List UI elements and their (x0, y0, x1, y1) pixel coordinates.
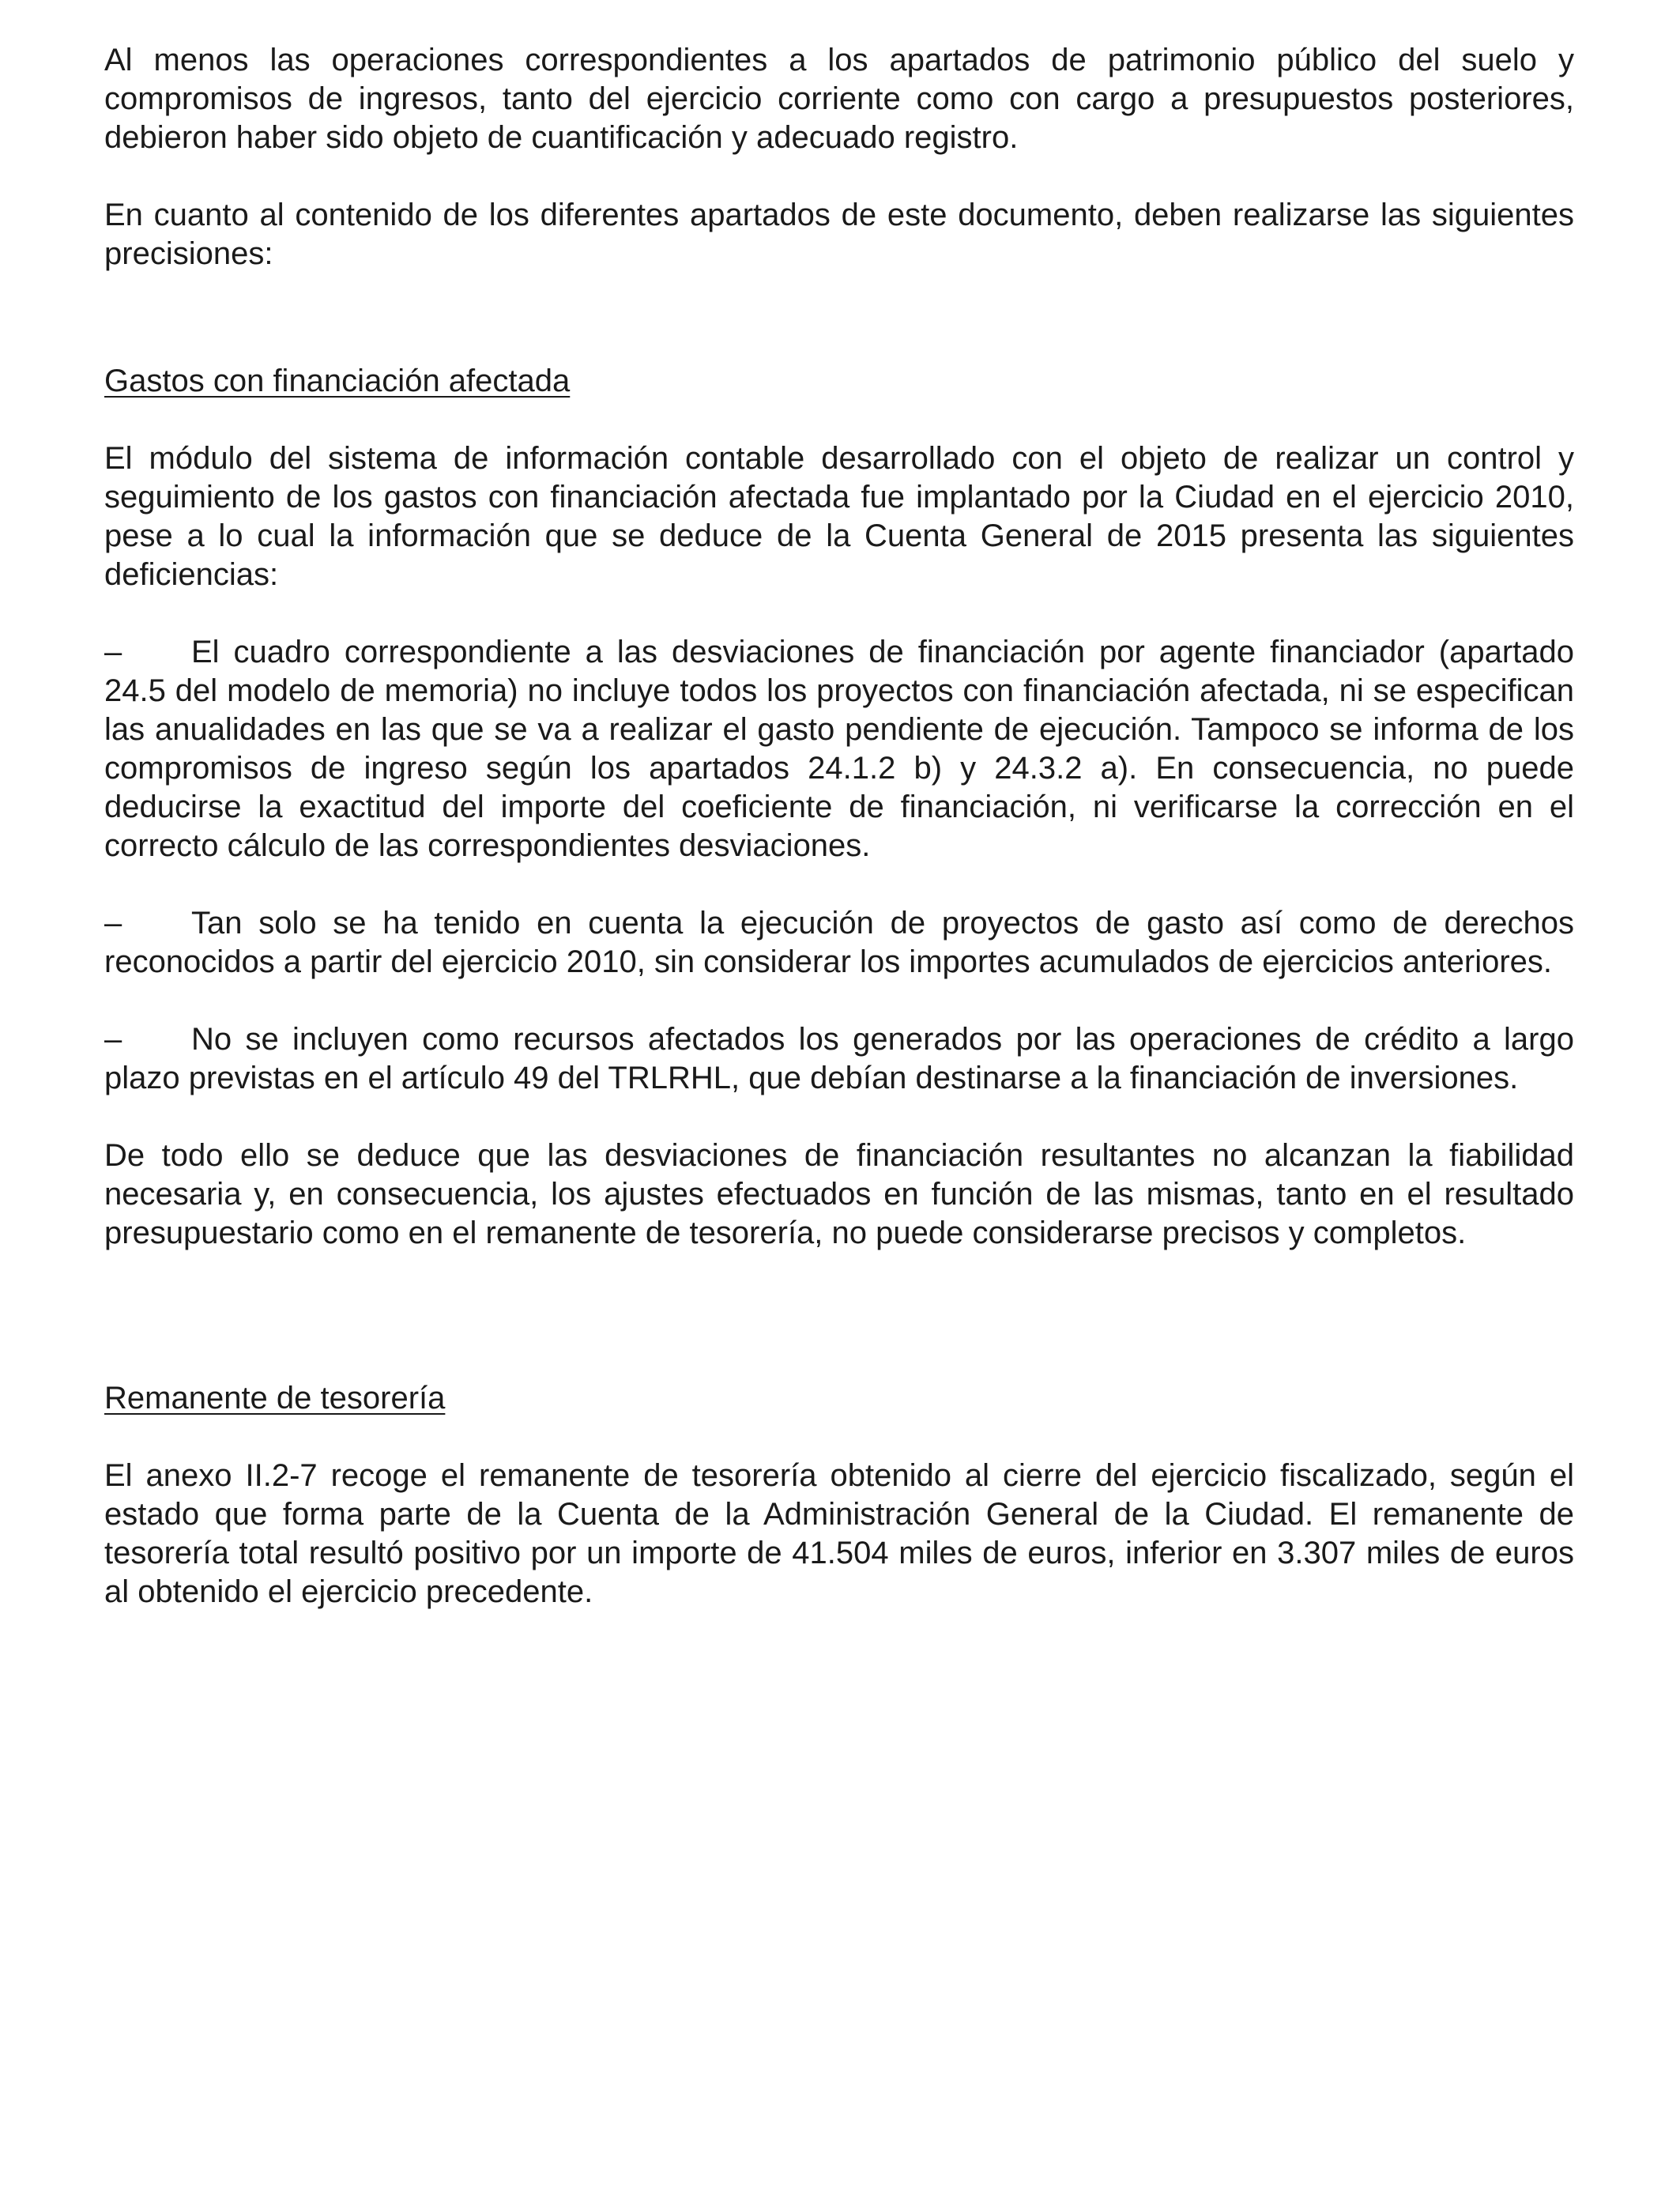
paragraph-precisiones: En cuanto al contenido de los diferentes apartados de este documento, deben realizarse las siguientes precisiones: (104, 198, 1574, 271)
dash-bullet-icon: – (104, 635, 122, 669)
bullet-text: No se incluyen como recursos afectados los generados por las operaciones de crédito a largo plazo previstas en el artículo 49 del TRLRHL, que debían destinarse a la financiación de inversiones. (104, 1022, 1574, 1095)
paragraph-operaciones: Al menos las operaciones correspondientes a los apartados de patrimonio público del suelo y compromisos de ingresos, tanto del ejercicio corriente como con cargo a presupuestos posteriores, debieron haber sido objeto de cuantificación y adecuado registro. (104, 43, 1574, 155)
dash-bullet-icon: – (104, 906, 122, 941)
dash-bullet-icon: – (104, 1022, 122, 1057)
heading-remanente-tesoreria: Remanente de tesorería (104, 1381, 446, 1416)
bullet-item (104, 904, 1574, 982)
bullet-text: El cuadro correspondiente a las desviaciones de financiación por agente financiador (apartado 24.5 del modelo de memoria) no incluye todos los proyectos con financiación afectada, ni se especifican las anualidades en las que se va a realizar el gasto pendiente de ejecución. Tampoco se informa de los compromisos de ingreso según los apartados 24.1.2 b) y 24.3.2 a). En consecuencia, no puede deducirse la exactitud del importe del coeficiente de financiación, ni verificarse la corrección en el correcto cálculo de las correspondientes desviaciones. (104, 635, 1574, 863)
heading-gastos-financiacion-afectada: Gastos con financiación afectada (104, 364, 571, 398)
paragraph-modulo-sistema: El módulo del sistema de información contable desarrollado con el objeto de realizar un control y seguimiento de los gastos con financiación afectada fue implantado por la Ciudad en el ejercicio 2010, pese a lo cual la información que se deduce de la Cuenta General de 2015 presenta las siguientes deficiencias: (104, 441, 1574, 592)
paragraph-anexo-remanente: El anexo II.2-7 recoge el remanente de tesorería obtenido al cierre del ejercicio fiscalizado, según el estado que forma parte de la Cuenta de la Administración General de la Ciudad. El remanente de tesorería total resultó positivo por un importe de 41.504 miles de euros, inferior en 3.307 miles de euros al obtenido el ejercicio precedente. (104, 1458, 1574, 1609)
paragraph-conclusion-desviaciones: De todo ello se deduce que las desviaciones de financiación resultantes no alcanzan la fiabilidad necesaria y, en consecuencia, los ajustes efectuados en función de las mismas, tanto en el resultado presupuestario como en el remanente de tesorería, no puede considerarse precisos y completos. (104, 1138, 1574, 1250)
bullet-item (104, 633, 1574, 865)
bullet-item (104, 1020, 1574, 1098)
document-page (104, 41, 1574, 1612)
bullet-text: Tan solo se ha tenido en cuenta la ejecución de proyectos de gasto así como de derechos reconocidos a partir del ejercicio 2010, sin considerar los importes acumulados de ejercicios anteriores. (104, 906, 1574, 979)
